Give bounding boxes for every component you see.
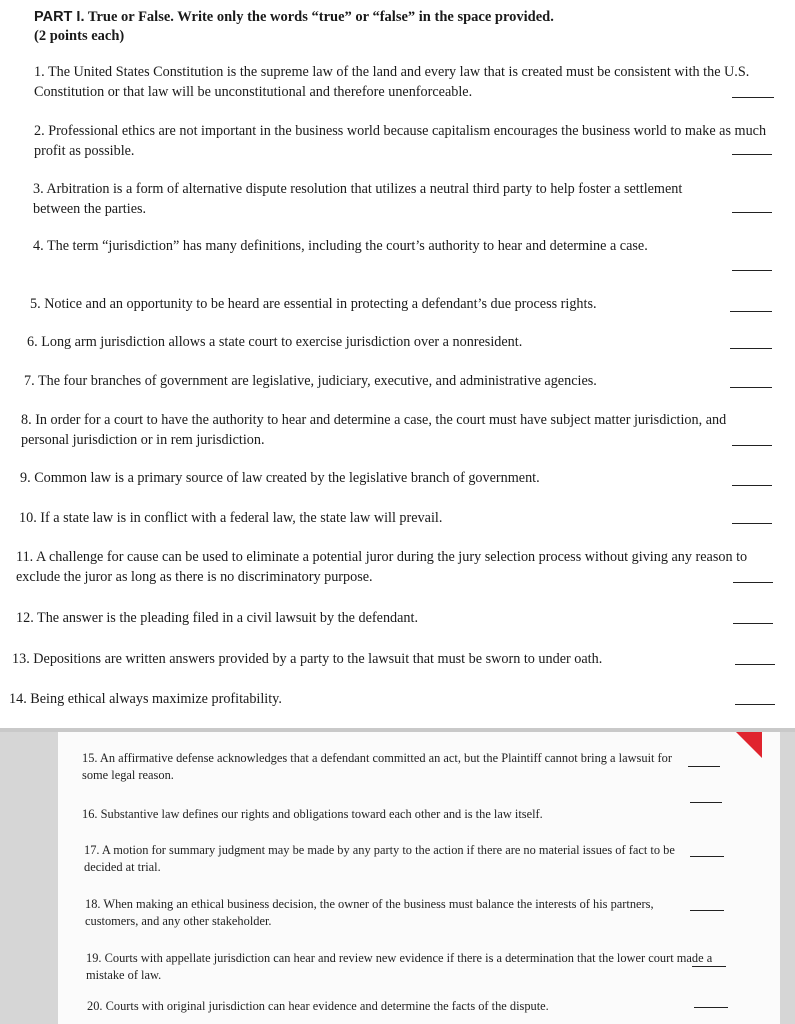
answer-blank-8[interactable]: [732, 445, 772, 446]
question-text: The four branches of government are legislative, judiciary, executive, and administrative agencies.: [37, 373, 597, 389]
part-label: PART I.: [34, 9, 85, 25]
answer-blank-2[interactable]: [732, 154, 772, 155]
question-3: [33, 179, 723, 219]
answer-blank-7[interactable]: [730, 387, 772, 388]
question-9: [20, 468, 720, 488]
question-text: A challenge for cause can be used to eliminate a potential juror during the jury selection process without giving any reason to exclude the juror as long as there is no discriminatory purpose.: [16, 549, 748, 585]
answer-blank-14[interactable]: [735, 704, 775, 705]
question-number: 4.: [33, 238, 44, 254]
question-1: [34, 62, 774, 102]
section-header: [34, 8, 554, 46]
second-sheet: [58, 732, 780, 1024]
question-text: Common law is a primary source of law created by the legislative branch of government.: [34, 470, 540, 486]
question-6: [27, 332, 717, 352]
question-number: 12.: [16, 610, 34, 626]
question-text: The answer is the pleading filed in a civil lawsuit by the defendant.: [37, 610, 419, 626]
question-text: When making an ethical business decision, the owner of the business must balance the interests of his partners, customers, and any other stakeholder.: [85, 897, 654, 928]
answer-blank-17[interactable]: [690, 856, 724, 857]
instructions: True or False. Write only the words “true” or “false” in the space provided.: [87, 9, 554, 25]
question-number: 18.: [85, 897, 101, 911]
question-text: In order for a court to have the authority to hear and determine a case, the court must have subject matter jurisdiction, and personal jurisdiction or in rem jurisdiction.: [21, 412, 727, 448]
answer-blank-18[interactable]: [690, 910, 724, 911]
question-8: [21, 410, 751, 450]
question-17: [84, 842, 704, 876]
question-text: Being ethical always maximize profitability.: [30, 691, 282, 707]
answer-blank-15[interactable]: [688, 766, 720, 767]
question-7: [24, 371, 724, 391]
question-number: 9.: [20, 470, 31, 486]
worksheet-page-bottom: [0, 732, 795, 1024]
question-text: If a state law is in conflict with a federal law, the state law will prevail.: [40, 510, 443, 526]
question-13: [12, 649, 737, 669]
answer-blank-5[interactable]: [730, 311, 772, 312]
question-number: 7.: [24, 373, 35, 389]
question-text: Professional ethics are not important in the business world because capitalism encourages the business world to make as much profit as possible.: [34, 123, 767, 159]
question-14: [9, 689, 709, 709]
question-4: [33, 236, 778, 256]
question-12: [16, 608, 716, 628]
question-number: 11.: [16, 549, 34, 565]
answer-blank-16[interactable]: [690, 802, 722, 803]
answer-blank-20[interactable]: [694, 1007, 728, 1008]
question-19: [86, 950, 726, 984]
answer-blank-13[interactable]: [735, 664, 775, 665]
question-text: Notice and an opportunity to be heard are essential in protecting a defendant’s due process rights.: [44, 296, 597, 312]
question-text: Long arm jurisdiction allows a state court to exercise jurisdiction over a nonresident.: [41, 334, 523, 350]
question-11: [16, 547, 761, 587]
answer-blank-11[interactable]: [733, 582, 773, 583]
question-text: An affirmative defense acknowledges that a defendant committed an act, but the Plaintiff cannot bring a lawsuit for some legal reason.: [82, 751, 672, 782]
question-number: 13.: [12, 651, 30, 667]
answer-blank-1[interactable]: [732, 97, 774, 98]
question-10: [19, 508, 719, 528]
question-2: [34, 121, 774, 161]
question-number: 20.: [87, 999, 103, 1013]
question-number: 8.: [21, 412, 32, 428]
question-number: 2.: [34, 123, 45, 139]
question-number: 3.: [33, 181, 44, 197]
question-text: The term “jurisdiction” has many definitions, including the court’s authority to hear and determine a case.: [46, 238, 648, 254]
question-16: [82, 806, 682, 823]
question-number: 14.: [9, 691, 27, 707]
question-number: 17.: [84, 843, 100, 857]
question-20: [87, 998, 687, 1015]
question-15: [82, 750, 692, 784]
question-number: 15.: [82, 751, 98, 765]
answer-blank-6[interactable]: [730, 348, 772, 349]
header-line: [34, 8, 554, 27]
question-number: 19.: [86, 951, 102, 965]
question-18: [85, 896, 695, 930]
question-text: Courts with original jurisdiction can hear evidence and determine the facts of the dispute.: [105, 999, 549, 1013]
question-text: Depositions are written answers provided by a party to the lawsuit that must be sworn to under oath.: [33, 651, 603, 667]
question-number: 5.: [30, 296, 41, 312]
answer-blank-12[interactable]: [733, 623, 773, 624]
answer-blank-4[interactable]: [732, 270, 772, 271]
question-text: Courts with appellate jurisdiction can hear and review new evidence if there is a determination that the lower court made a mistake of law.: [86, 951, 713, 982]
question-text: The United States Constitution is the supreme law of the land and every law that is created must be consistent with the U.S. Constitution or that law will be unconstitutional and therefore unenforceable.: [34, 64, 750, 100]
answer-blank-19[interactable]: [692, 966, 726, 967]
answer-blank-3[interactable]: [732, 212, 772, 213]
question-number: 1.: [34, 64, 45, 80]
red-corner-mark: [736, 732, 762, 758]
question-number: 10.: [19, 510, 37, 526]
answer-blank-9[interactable]: [732, 485, 772, 486]
question-text: Substantive law defines our rights and obligations toward each other and is the law itself.: [100, 807, 543, 821]
answer-blank-10[interactable]: [732, 523, 772, 524]
question-5: [30, 294, 730, 314]
points-note: (2 points each): [34, 28, 125, 44]
question-text: Arbitration is a form of alternative dispute resolution that utilizes a neutral third party to help foster a settlement between the parties.: [33, 181, 683, 217]
question-number: 6.: [27, 334, 38, 350]
question-text: A motion for summary judgment may be made by any party to the action if there are no material issues of fact to be decided at trial.: [84, 843, 675, 874]
question-number: 16.: [82, 807, 98, 821]
